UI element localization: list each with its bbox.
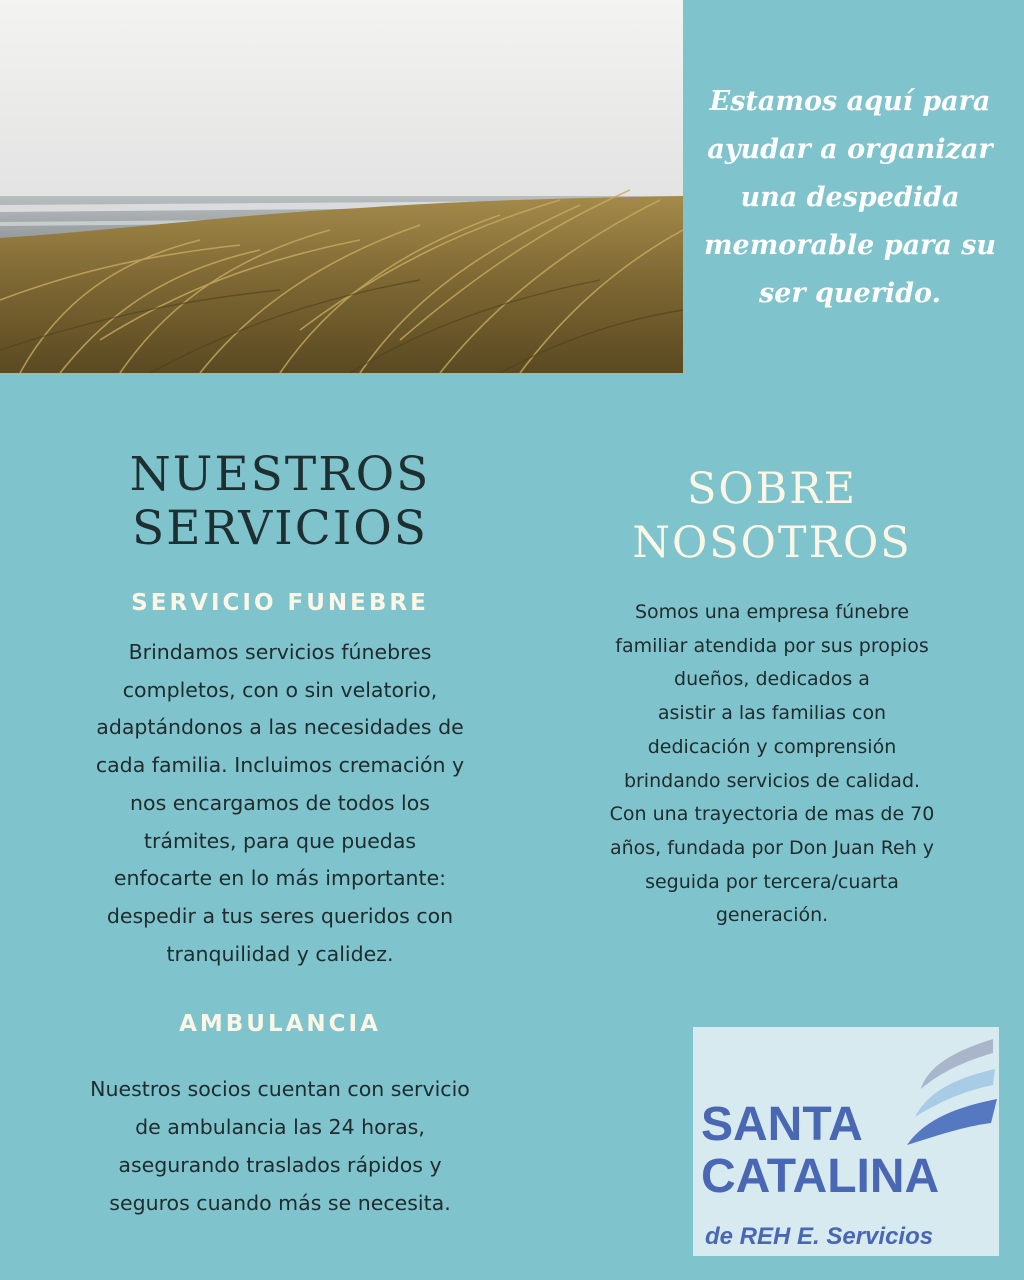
services-heading bbox=[60, 448, 500, 556]
tagline-line: ser querido. bbox=[759, 278, 941, 309]
services-heading-line: NUESTROS bbox=[129, 447, 431, 502]
text-line: cada familia. Incluimos cremación y bbox=[95, 753, 465, 778]
logo-brand-line: SANTA bbox=[701, 1098, 863, 1151]
tagline-line: una despedida bbox=[740, 182, 960, 213]
text-line: Con una trayectoria de mas de 70 bbox=[609, 803, 935, 826]
text-line: familiar atendida por sus propios bbox=[615, 634, 929, 657]
text-line: completos, con o sin velatorio, bbox=[122, 677, 438, 702]
logo-brand-line: CATALINA bbox=[701, 1150, 940, 1203]
services-heading-line: SERVICIOS bbox=[132, 501, 428, 556]
text-line: tranquilidad y calidez. bbox=[166, 941, 394, 966]
funeral-service-title: SERVICIO FUNEBRE bbox=[131, 590, 429, 616]
ambulance-text bbox=[30, 1070, 530, 1222]
text-line: despedir a tus seres queridos con bbox=[106, 903, 454, 928]
company-logo bbox=[693, 1027, 999, 1256]
about-heading-line: NOSOTROS bbox=[632, 518, 912, 568]
text-line: dedicación y comprensión bbox=[647, 735, 897, 758]
text-line: años, fundada por Don Juan Reh y bbox=[609, 836, 935, 859]
text-line: enfocarte en lo más importante: bbox=[113, 866, 447, 891]
logo-subtitle: de REH E. Servicios bbox=[705, 1223, 934, 1250]
text-line: nos encargamos de todos los bbox=[130, 790, 430, 815]
text-line: seguros cuando más se necesita. bbox=[109, 1191, 451, 1215]
text-line: dueños, dedicados a bbox=[674, 668, 870, 691]
text-line: brindando servicios de calidad. bbox=[623, 769, 921, 792]
tagline bbox=[700, 78, 1000, 318]
tagline-line: Estamos aquí para bbox=[709, 86, 991, 117]
text-line: de ambulancia las 24 horas, bbox=[135, 1115, 425, 1139]
text-line: adaptándonos a las necesidades de bbox=[96, 715, 464, 740]
about-text bbox=[560, 596, 984, 933]
tagline-line: memorable para su bbox=[703, 230, 997, 261]
about-heading-line: SOBRE bbox=[686, 464, 858, 514]
funeral-service-text bbox=[30, 634, 530, 973]
about-heading bbox=[560, 462, 984, 570]
hero-photo bbox=[0, 0, 683, 373]
tagline-line: ayudar a organizar bbox=[707, 134, 993, 165]
text-line: Somos una empresa fúnebre bbox=[634, 601, 910, 623]
text-line: trámites, para que puedas bbox=[143, 828, 417, 853]
text-line: asistir a las familias con bbox=[657, 702, 887, 725]
text-line: seguida por tercera/cuarta bbox=[645, 870, 899, 893]
text-line: Nuestros socios cuentan con servicio bbox=[90, 1077, 470, 1101]
text-line: Brindamos servicios fúnebres bbox=[128, 640, 432, 664]
text-line: asegurando traslados rápidos y bbox=[118, 1153, 442, 1177]
ambulance-title: AMBULANCIA bbox=[179, 1011, 381, 1037]
text-line: generación. bbox=[715, 904, 829, 927]
